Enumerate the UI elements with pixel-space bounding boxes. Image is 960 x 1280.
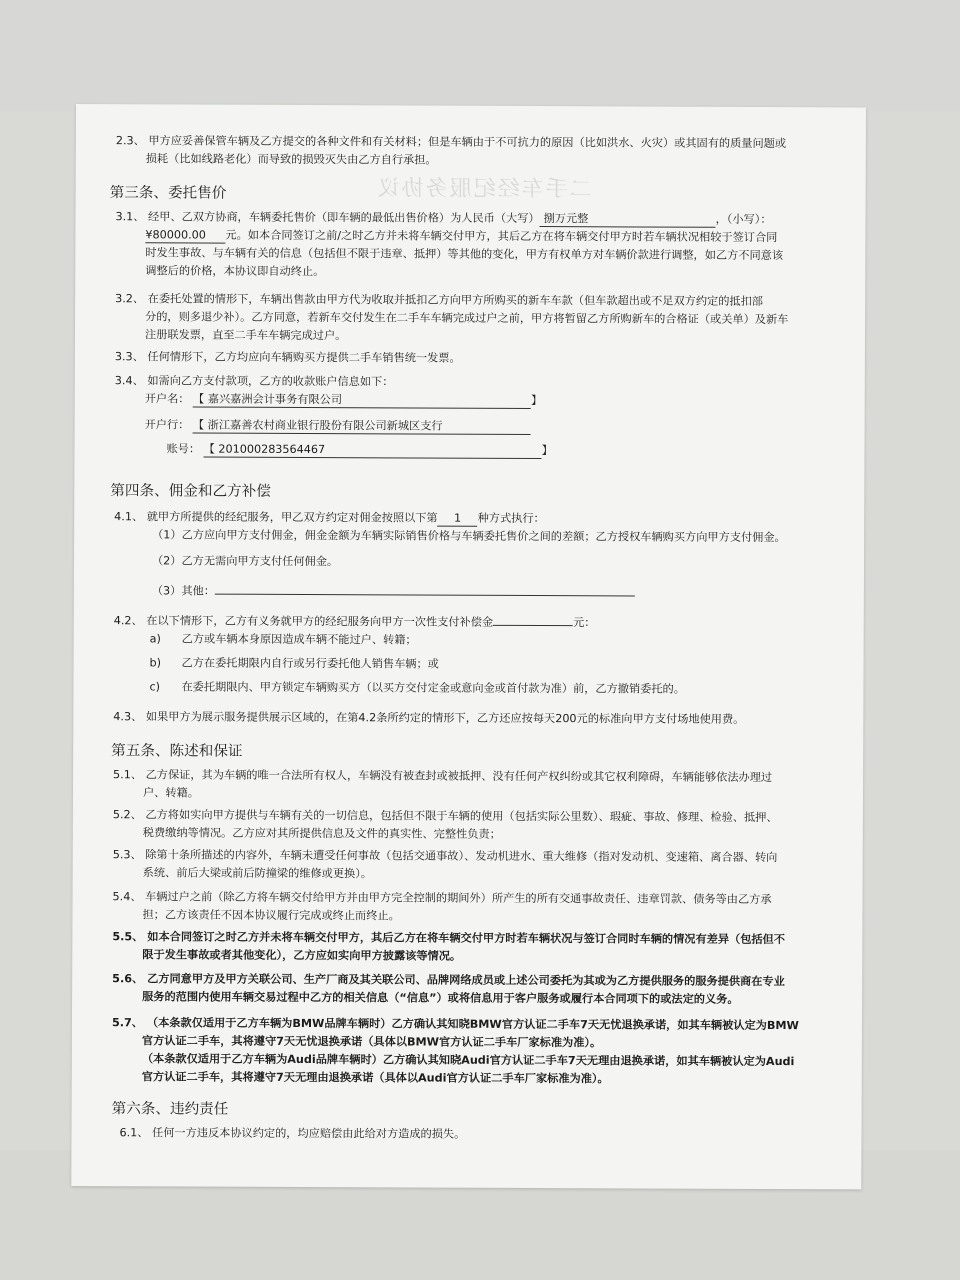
contract-page bbox=[71, 104, 866, 1189]
clause-4-2-text-b: 元： bbox=[573, 616, 596, 630]
clause-4-2 bbox=[114, 610, 596, 630]
price-digits-field: ¥80000.00 bbox=[145, 228, 225, 243]
clause-5-3-line1: 5.3、 除第十条所描述的内容外，车辆未遭受任何事故（包括交通事故）、发动机进水、重大维修（指对发动机、变速箱、离合器、转向 bbox=[112, 848, 778, 865]
clause-4-1 bbox=[114, 510, 545, 527]
compensation-amount-field bbox=[493, 612, 573, 626]
clause-2-3-line2: 损耗（比如线路老化）而导致的损毁灭失由乙方自行承担。 bbox=[145, 152, 437, 167]
item-mark-a: a) bbox=[149, 632, 161, 646]
clause-3-1-line1 bbox=[115, 210, 771, 228]
account-number-row bbox=[166, 442, 552, 459]
clause-4-2-a bbox=[150, 632, 417, 647]
clause-5-2-line1: 5.2、 乙方将如实向甲方提供与车辆有关的一切信息，包括但不限于车辆的使用（包括实际公里数）、瑕疵、事故、修理、检验、抵押、 bbox=[112, 808, 778, 825]
clause-3-2-line2: 分的，则多退少补）。乙方同意，若新车交付发生在二手车车辆完成过户之前，甲方将暂留乙方所购新车的合格证（或关单）及新车 bbox=[145, 310, 789, 327]
clause-4-3: 4.3、 如果甲方为展示服务提供展示区域的，在第4.2条所约定的情形下，乙方还应按每天200元的标准向甲方支付场地使用费。 bbox=[113, 710, 745, 726]
clause-5-1-line2: 户、转籍。 bbox=[142, 786, 199, 800]
item-mark-b: b) bbox=[149, 656, 162, 670]
clause-5-1-line1: 5.1、 乙方保证，其为车辆的唯一合法所有权人，车辆没有被查封或被抵押、没有任何产权纠纷或其它权利障碍，车辆能够依法办理过 bbox=[113, 768, 773, 785]
clause-3-1-text-c: 元。如本合同签订之前/之时乙方并未将车辆交付甲方，其后乙方在将车辆交付甲方时若车辆状况相较于签订合同 bbox=[225, 228, 778, 245]
account-name-row bbox=[145, 392, 543, 409]
show-through-title: 二手车经纪服务协议 bbox=[375, 176, 592, 203]
clause-5-7-line1: 5.7、 （本条款仅适用于乙方车辆为BMW品牌车辆时）乙方确认其知晓BMW官方认证二手车7天无忧退换承诺，如其车辆被认定为BMW bbox=[111, 1016, 799, 1033]
clause-5-7-line2: 官方认证二手车，其将遵守7天无忧退换承诺（具体以BMW官方认证二手车厂家标准为准）。 bbox=[141, 1034, 602, 1050]
account-bank-label: 开户行： bbox=[144, 418, 190, 432]
clause-5-4-line1: 5.4、 车辆过户之前（除乙方将车辆交付给甲方并由甲方完全控制的期间外）所产生的所有交通事故责任、违章罚款、债务等由乙方承 bbox=[112, 890, 772, 907]
clause-4-1-option-2: （2）乙方无需向甲方支付任何佣金。 bbox=[151, 554, 339, 569]
section-6-title: 第六条、违约责任 bbox=[111, 1100, 229, 1118]
other-terms-field bbox=[215, 581, 635, 597]
clause-2-3-line1: 2.3、 甲方应妥善保管车辆及乙方提交的各种文件和有关材料；但是车辆由于不可抗力的原因（比如洪水、火灾）或其固有的质量问题或 bbox=[115, 134, 787, 151]
commission-option-field: 1 bbox=[438, 512, 478, 527]
clause-5-6-line1: 5.6、 乙方同意甲方及甲方关联公司、生产厂商及其关联公司、品牌网络成员或上述公司委托为其或为乙方提供服务的服务提供商在专业 bbox=[112, 972, 785, 989]
clause-3-1-line2 bbox=[145, 228, 777, 246]
clause-5-5-line1: 5.5、 如本合同签订之时乙方并未将车辆交付甲方，其后乙方在将车辆交付甲方时若车辆状况与签订合同时车辆的情况有差异（包括但不 bbox=[112, 930, 785, 947]
clause-5-2-line2: 税费缴纳等情况。乙方应对其所提供信息及文件的真实性、完整性负责； bbox=[142, 826, 501, 841]
clause-3-2-line3: 注册联发票，直至二手车车辆完成过户。 bbox=[144, 328, 347, 343]
clause-3-2-line1: 3.2、 在委托处置的情形下，车辆出售款由甲方代为收取并抵扣乙方向甲方所购买的新车车款（但车款超出或不足双方约定的抵扣部 bbox=[115, 292, 764, 308]
item-mark-c: c) bbox=[149, 680, 161, 694]
clause-3-3: 3.3、 任何情形下，乙方均应向车辆购买方提供二手车销售统一发票。 bbox=[114, 350, 461, 365]
clause-4-1-text-a: 4.1、 就甲方所提供的经纪服务，甲乙双方约定对佣金按照以下第 bbox=[114, 510, 438, 525]
clause-4-2-c bbox=[149, 680, 685, 696]
section-4-title: 第四条、佣金和乙方补偿 bbox=[110, 482, 271, 500]
price-words-field: 捌万元整 bbox=[540, 212, 716, 228]
section-5-title: 第五条、陈述和保证 bbox=[111, 742, 243, 760]
section-3-title: 第三条、委托售价 bbox=[109, 184, 227, 202]
item-text-a: 乙方或车辆本身原因造成车辆不能过户、转籍； bbox=[181, 632, 417, 647]
clause-4-1-option-1: （1）乙方应向甲方支付佣金，佣金金额为车辆实际销售价格与车辆委托售价之间的差额；乙方授权车辆购买方向甲方支付佣金。 bbox=[152, 528, 786, 545]
account-bank-row bbox=[145, 418, 531, 435]
clause-4-2-text-a: 4.2、 在以下情形下，乙方有义务就甲方的经纪服务向甲方一次性支付补偿金 bbox=[113, 614, 494, 629]
background-top bbox=[0, 0, 960, 110]
clause-3-1-text-b: ，（小写）： bbox=[715, 212, 772, 227]
account-name-value: 【 嘉兴嘉洲会计事务有限公司 bbox=[193, 393, 531, 409]
clause-4-2-b bbox=[150, 656, 439, 671]
clause-4-1-text-b: 种方式执行： bbox=[477, 511, 545, 526]
clause-4-1-option-3 bbox=[152, 580, 635, 600]
account-name-label: 开户名： bbox=[144, 392, 190, 406]
item-text-b: 乙方在委托期限内自行或另行委托他人销售车辆；或 bbox=[181, 656, 439, 671]
clause-5-6-line2: 服务的范围内使用车辆交易过程中乙方的相关信息（“信息”）或将信息用于客户服务或履行本合同项下的或法定的义务。 bbox=[142, 990, 739, 1006]
account-name-close: 】 bbox=[531, 393, 543, 408]
account-bank-value: 【 浙江嘉善农村商业银行股份有限公司新城区支行 bbox=[193, 419, 531, 435]
account-number-close: 】 bbox=[541, 444, 553, 458]
clause-5-5-line2: 限于发生事故或者其他变化），乙方应如实向甲方披露该等情况。 bbox=[142, 948, 462, 963]
clause-5-3-line2: 系统、前后大梁或前后防撞梁的维修或更换）。 bbox=[142, 866, 373, 881]
clause-4-1-option-3-label: （3）其他： bbox=[151, 584, 215, 598]
clause-3-1-line4: 调整后的价格，本协议即自动终止。 bbox=[145, 264, 325, 279]
clause-3-1-line3: 时发生事故、与车辆有关的信息（包括但不限于违章、抵押）等其他的变化，甲方有权单方对车辆价款进行调整，如乙方不同意该 bbox=[145, 246, 784, 263]
account-number-label: 账号： bbox=[166, 442, 201, 456]
item-text-c: 在委托期限内、甲方锁定车辆购买方（以买方交付定金或意向金或首付款为准）前，乙方撤销委托的。 bbox=[181, 680, 685, 696]
account-number-value: 【 201000283564467 bbox=[204, 443, 542, 459]
clause-6-1: 6.1、 任何一方违反本协议约定的，均应赔偿由此给对方造成的损失。 bbox=[119, 1126, 466, 1141]
clause-5-7-line4: 官方认证二手车，其将遵守7天无理由退换承诺（具体以Audi官方认证二手车厂家标准为准）。 bbox=[141, 1070, 609, 1086]
clause-5-7-line3: （本条款仅适用于乙方车辆为Audi品牌车辆时）乙方确认其知晓Audi官方认证二手车7天无理由退换承诺，如其车辆被认定为Audi bbox=[141, 1052, 795, 1069]
clause-3-4: 3.4、 如需向乙方支付款项，乙方的收款账户信息如下： bbox=[114, 374, 394, 389]
clause-5-4-line2: 担；乙方该责任不因本协议履行完成或终止而终止。 bbox=[142, 908, 400, 923]
clause-3-1-text-a: 3.1、 经甲、乙双方协商，车辆委托售价（即车辆的最低出售价格）为人民币（大写） bbox=[115, 210, 540, 226]
